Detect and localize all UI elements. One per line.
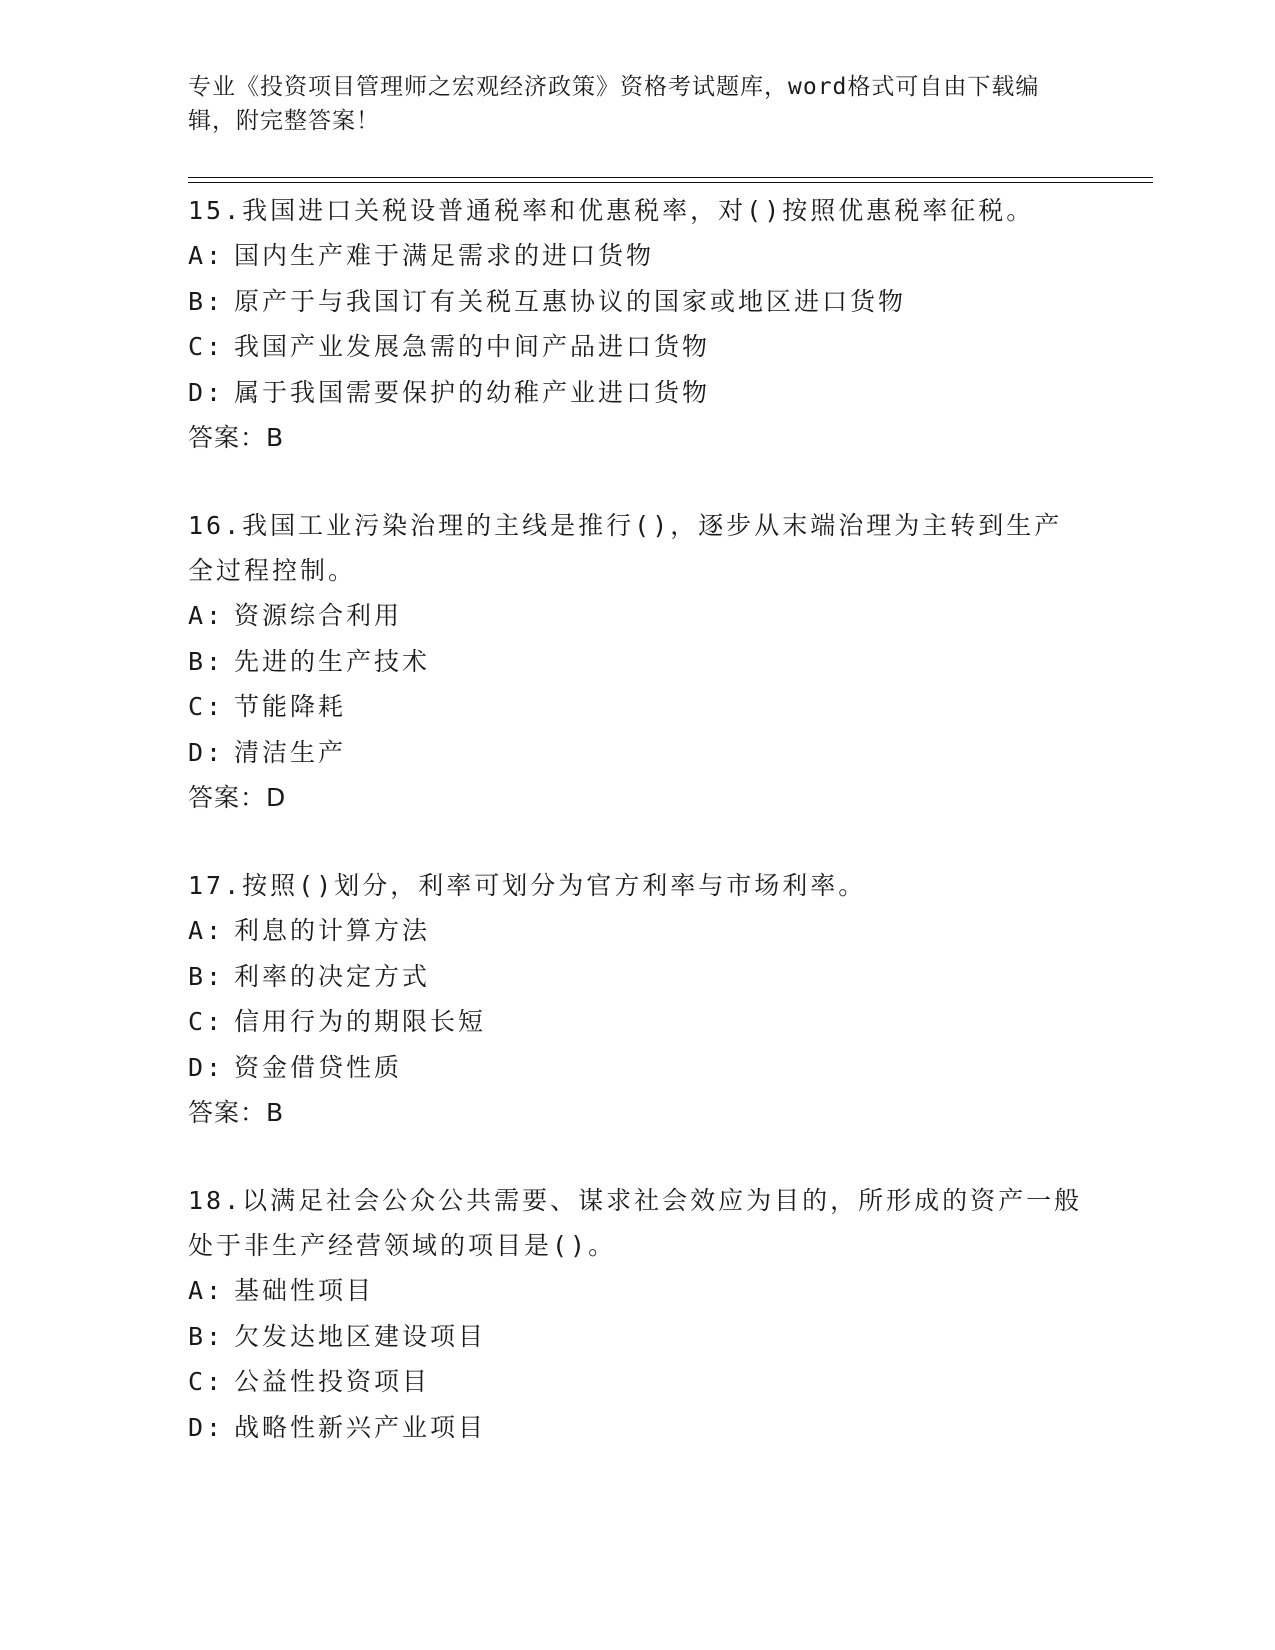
- option-text: 战略性新兴产业项目: [234, 1412, 487, 1442]
- option-text: 属于我国需要保护的幼稚产业进口货物: [234, 377, 711, 407]
- answer-line: 答案：D: [188, 783, 287, 812]
- option-text: 资金借贷性质: [234, 1052, 403, 1082]
- option-letter: B:: [188, 1321, 225, 1351]
- option-text: 清洁生产: [234, 737, 347, 767]
- option-letter: D:: [188, 737, 225, 767]
- option-c: [188, 999, 1088, 1045]
- option-letter: A:: [188, 241, 225, 270]
- option-d: [188, 730, 1088, 776]
- option-text: 公益性投资项目: [234, 1367, 431, 1396]
- option-d: [188, 1045, 1088, 1091]
- option-text: 节能降耗: [234, 692, 347, 721]
- question-15: [188, 188, 1088, 460]
- option-c: [188, 324, 1088, 370]
- option-letter: A:: [188, 1276, 225, 1305]
- option-letter: C:: [188, 1367, 225, 1396]
- answer-line: 答案：B: [188, 1098, 285, 1127]
- option-text: 我国产业发展急需的中间产品进口货物: [234, 332, 711, 361]
- header-divider-bottom: [188, 182, 1153, 183]
- question-stem: 15.我国进口关税设普通税率和优惠税率，对()按照优惠税率征税。: [188, 196, 1035, 225]
- option-a: [188, 593, 1088, 639]
- option-letter: D:: [188, 1412, 225, 1442]
- option-a: [188, 908, 1088, 954]
- option-letter: D:: [188, 377, 225, 407]
- option-letter: B:: [188, 286, 225, 316]
- document-header: 专业《投资项目管理师之宏观经济政策》资格考试题库，word格式可自由下载编辑，附完整答案！: [188, 74, 1040, 134]
- question-stem: 18.以满足社会公众公共需要、谋求社会效应为目的，所形成的资产一般处于非生产经营领域的项目是()。: [188, 1186, 1083, 1260]
- option-text: 利率的决定方式: [234, 961, 431, 991]
- question-stem: 17.按照()划分，利率可划分为官方利率与市场利率。: [188, 871, 867, 900]
- answer-line: 答案：B: [188, 423, 285, 452]
- option-b: [188, 1314, 1088, 1360]
- option-d: [188, 370, 1088, 416]
- option-b: [188, 279, 1088, 325]
- option-c: [188, 1359, 1088, 1405]
- question-stem: 16.我国工业污染治理的主线是推行()，逐步从末端治理为主转到生产全过程控制。: [188, 511, 1063, 585]
- option-b: [188, 639, 1088, 685]
- option-text: 利息的计算方法: [234, 916, 431, 945]
- option-text: 先进的生产技术: [234, 646, 431, 676]
- option-letter: C:: [188, 1007, 225, 1036]
- question-16: [188, 503, 1088, 820]
- question-18: [188, 1178, 1088, 1450]
- option-a: [188, 233, 1088, 279]
- option-c: [188, 684, 1088, 730]
- question-list: [188, 188, 1088, 1493]
- option-text: 信用行为的期限长短: [234, 1007, 487, 1036]
- option-d: [188, 1405, 1088, 1451]
- header-divider-top: [188, 177, 1153, 178]
- option-text: 国内生产难于满足需求的进口货物: [234, 241, 655, 270]
- option-letter: C:: [188, 692, 225, 721]
- option-a: [188, 1268, 1088, 1314]
- option-text: 欠发达地区建设项目: [234, 1321, 487, 1351]
- option-text: 原产于与我国订有关税互惠协议的国家或地区进口货物: [234, 286, 907, 316]
- option-letter: C:: [188, 332, 225, 361]
- option-letter: D:: [188, 1052, 225, 1082]
- option-letter: B:: [188, 961, 225, 991]
- option-b: [188, 954, 1088, 1000]
- option-letter: A:: [188, 916, 225, 945]
- option-letter: A:: [188, 601, 225, 630]
- option-text: 资源综合利用: [234, 601, 403, 630]
- option-text: 基础性项目: [234, 1276, 375, 1305]
- question-17: [188, 863, 1088, 1135]
- option-letter: B:: [188, 646, 225, 676]
